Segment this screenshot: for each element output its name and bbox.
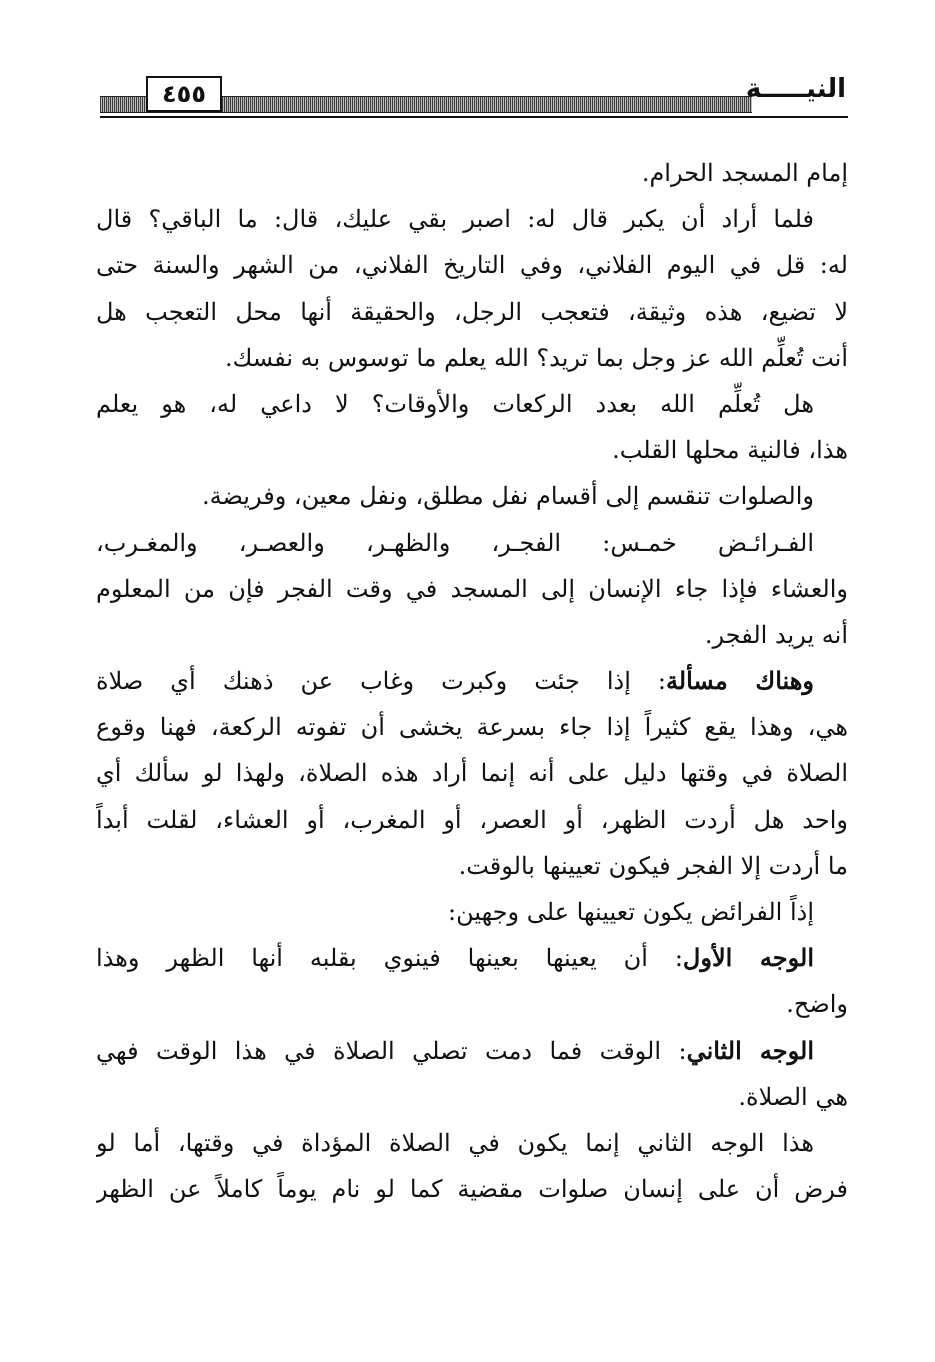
- line-text: فلما أراد أن يكبر قال له: اصبر بقي عليك، قال: ما الباقي؟ قال: [96, 205, 814, 234]
- text-line: [96, 196, 848, 242]
- line-text: إمام المسجد الحرام.: [641, 159, 848, 187]
- body-text: [96, 150, 848, 1212]
- text-line: [96, 473, 848, 519]
- header-rule: [100, 116, 848, 118]
- text-line: [96, 1074, 848, 1120]
- text-line: [96, 750, 848, 796]
- line-text: أنت تُعلِّم الله عز وجل بما تريد؟ الله يعلم ما توسوس به نفسك.: [224, 343, 848, 372]
- line-text: هذا الوجه الثاني إنما يكون في الصلاة المؤداة في وقتها، أما لو: [96, 1128, 814, 1157]
- text-line: [96, 566, 848, 612]
- text-line: [96, 1166, 848, 1212]
- text-line: [96, 981, 848, 1027]
- text-line: [96, 658, 848, 704]
- line-text: أنه يريد الفجر.: [704, 620, 848, 649]
- text-line: [96, 1028, 848, 1074]
- bold-heading-text: الوجه الثاني: [686, 1035, 815, 1065]
- text-line: [96, 797, 848, 843]
- line-text: والعشاء فإذا جاء الإنسان إلى المسجد في وقت الفجر فإن من المعلوم: [96, 574, 848, 603]
- line-text: لا تضيع، هذه وثيقة، فتعجب الرجل، والحقيقة أنها محل التعجب هل: [96, 297, 848, 326]
- line-text: : أن يعينها بعينها فينوي بقلبه أنها الظهر وهذا: [96, 944, 683, 973]
- line-text: له: قل في اليوم الفلاني، وفي التاريخ الفلاني، من الشهر والسنة حتى: [96, 251, 848, 280]
- line-text: والصلوات تنقسم إلى أقسام نفل مطلق، ونفل معين، وفريضة.: [202, 482, 814, 511]
- text-line: [96, 1120, 848, 1166]
- line-text: الصلاة في وقتها دليل على أنه إنما أراد هذه الصلاة، ولهذا لو سألك أي: [96, 759, 848, 788]
- line-text: إذاً الفرائض يكون تعيينها على وجهين:: [448, 898, 814, 926]
- page-header: [100, 72, 848, 124]
- line-text: فرض أن على إنسان صلوات مقضية كما لو نام يوماً كاملاً عن الظهر: [96, 1175, 848, 1204]
- line-text: هي، وهذا يقع كثيراً إذا جاء بسرعة يخشى أن تفوته الركعة، فهنا وقوع: [96, 713, 848, 742]
- chapter-title: النيـــــة: [745, 74, 846, 104]
- line-text: هل تُعلِّم الله بعدد الركعات والأوقات؟ لا داعي له، هو يعلم: [96, 389, 814, 418]
- line-text: واحد هل أردت الظهر، أو العصر، أو المغرب، أو العشاء، لقلت أبداً: [96, 805, 848, 834]
- line-text: هذا، فالنية محلها القلب.: [612, 436, 848, 465]
- text-line: [96, 889, 848, 935]
- bold-heading-text: الوجه الأول: [682, 943, 814, 973]
- line-text: هي الصلاة.: [738, 1082, 848, 1111]
- text-line: [96, 150, 848, 196]
- line-text: : إذا جئت وكبرت وغاب عن ذهنك أي صلاة: [96, 667, 666, 696]
- text-line: [96, 427, 848, 473]
- text-line: [96, 704, 848, 750]
- text-line: [96, 935, 848, 981]
- text-line: [96, 381, 848, 427]
- page-number: ٤٥٥: [146, 76, 222, 112]
- line-text: ما أردت إلا الفجر فيكون تعيينها بالوقت.: [458, 851, 848, 880]
- bold-heading-text: وهناك مسألة: [665, 666, 814, 696]
- text-line: [96, 335, 848, 381]
- line-text: واضح.: [786, 990, 848, 1019]
- text-line: [96, 289, 848, 335]
- header-decorative-band-right: [220, 96, 752, 113]
- text-line: [96, 242, 848, 288]
- line-text: الفـرائـض خمـس: الفجـر، والظهـر، والعصـر، والمغـرب،: [96, 528, 814, 557]
- text-line: [96, 843, 848, 889]
- text-line: [96, 520, 848, 566]
- line-text: : الوقت فما دمت تصلي الصلاة في هذا الوقت فهي: [96, 1036, 687, 1065]
- text-line: [96, 612, 848, 658]
